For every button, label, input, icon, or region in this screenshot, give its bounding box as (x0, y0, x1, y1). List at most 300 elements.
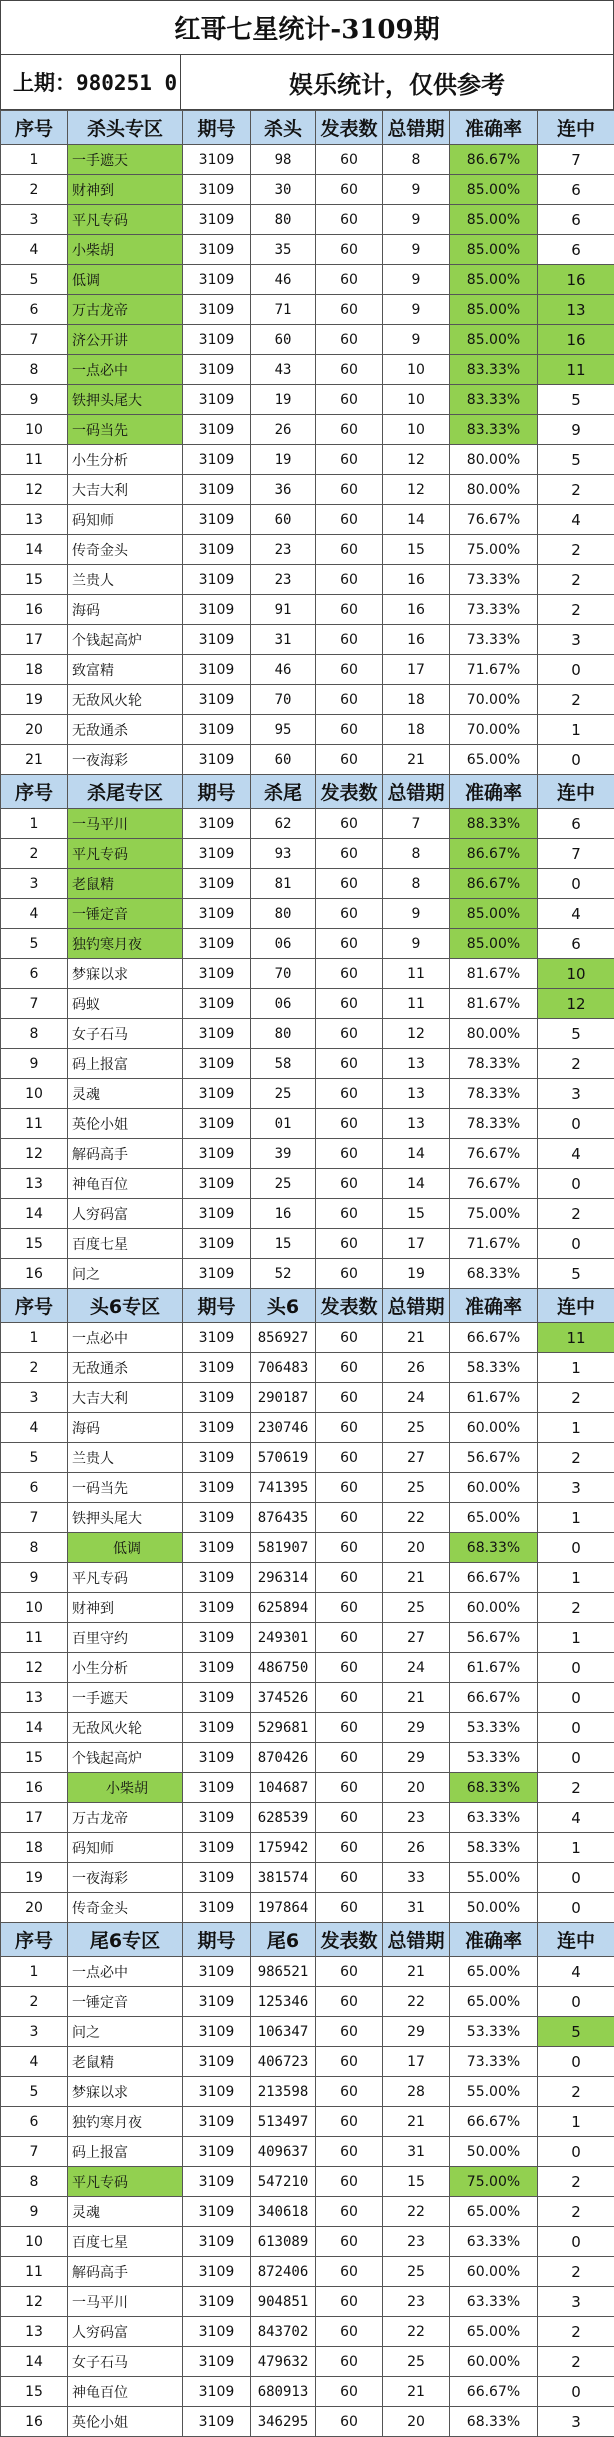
issue-cell: 3109 (183, 445, 251, 475)
issue-cell: 3109 (183, 929, 251, 959)
miss-cell: 21 (383, 1563, 450, 1593)
miss-cell: 29 (383, 1743, 450, 1773)
miss-cell: 13 (383, 1049, 450, 1079)
accuracy-cell: 66.67% (450, 1683, 538, 1713)
accuracy-cell: 55.00% (450, 2077, 538, 2107)
issue-cell: 3109 (183, 1593, 251, 1623)
rank-cell: 9 (1, 1563, 68, 1593)
posts-cell: 60 (316, 1229, 383, 1259)
streak-cell: 5 (538, 2017, 614, 2047)
accuracy-cell: 60.00% (450, 1413, 538, 1443)
miss-cell: 16 (383, 595, 450, 625)
rank-cell: 21 (1, 745, 68, 775)
issue-cell: 3109 (183, 1563, 251, 1593)
posts-cell: 60 (316, 1623, 383, 1653)
issue-cell: 3109 (183, 869, 251, 899)
accuracy-cell: 70.00% (450, 685, 538, 715)
name-cell: 百度七星 (68, 2227, 183, 2257)
rank-cell: 4 (1, 1413, 68, 1443)
kill-head-row (1, 235, 614, 265)
kill-tail-row (1, 1139, 614, 1169)
streak-cell: 2 (538, 595, 614, 625)
miss-cell: 23 (383, 2227, 450, 2257)
value-cell: 26 (251, 415, 316, 445)
value-cell: 876435 (251, 1503, 316, 1533)
issue-cell: 3109 (183, 505, 251, 535)
value-cell: 06 (251, 929, 316, 959)
rank-cell: 2 (1, 839, 68, 869)
stats-table-body (1, 111, 614, 2437)
value-cell: 58 (251, 1049, 316, 1079)
kill-head-row (1, 475, 614, 505)
accuracy-cell: 85.00% (450, 205, 538, 235)
name-cell: 小生分析 (68, 445, 183, 475)
rank-cell: 7 (1, 989, 68, 1019)
miss-cell: 10 (383, 385, 450, 415)
streak-cell: 1 (538, 1503, 614, 1533)
name-cell: 一点必中 (68, 355, 183, 385)
rank-cell: 2 (1, 1353, 68, 1383)
posts-cell: 60 (316, 685, 383, 715)
posts-cell: 60 (316, 655, 383, 685)
accuracy-cell: 86.67% (450, 869, 538, 899)
streak-cell: 9 (538, 415, 614, 445)
info-row (0, 55, 614, 110)
accuracy-cell: 63.33% (450, 2227, 538, 2257)
streak-cell: 0 (538, 2227, 614, 2257)
streak-cell: 2 (538, 2317, 614, 2347)
miss-cell: 19 (383, 1259, 450, 1289)
accuracy-cell: 63.33% (450, 1803, 538, 1833)
head6-row (1, 1743, 614, 1773)
accuracy-cell: 68.33% (450, 1259, 538, 1289)
rank-cell: 1 (1, 809, 68, 839)
streak-cell: 2 (538, 2347, 614, 2377)
accuracy-cell: 65.00% (450, 2317, 538, 2347)
miss-cell: 14 (383, 1139, 450, 1169)
accuracy-cell: 66.67% (450, 2107, 538, 2137)
tail6-row (1, 2137, 614, 2167)
name-cell: 百里守约 (68, 1623, 183, 1653)
head6-row (1, 1353, 614, 1383)
streak-cell: 1 (538, 1413, 614, 1443)
accuracy-cell: 68.33% (450, 1533, 538, 1563)
issue-cell: 3109 (183, 1199, 251, 1229)
rank-cell: 10 (1, 1593, 68, 1623)
value-cell: 706483 (251, 1353, 316, 1383)
rank-cell: 16 (1, 1259, 68, 1289)
streak-cell: 12 (538, 989, 614, 1019)
name-cell: 女子石马 (68, 2347, 183, 2377)
posts-cell: 60 (316, 2317, 383, 2347)
value-cell: 19 (251, 385, 316, 415)
issue-cell: 3109 (183, 1893, 251, 1923)
rank-cell: 11 (1, 2257, 68, 2287)
posts-cell: 60 (316, 415, 383, 445)
streak-cell: 2 (538, 475, 614, 505)
kill-tail-row (1, 809, 614, 839)
accuracy-cell: 56.67% (450, 1623, 538, 1653)
rank-cell: 6 (1, 959, 68, 989)
miss-cell: 16 (383, 625, 450, 655)
rank-cell: 15 (1, 1229, 68, 1259)
name-cell: 铁押头尾大 (68, 1503, 183, 1533)
value-cell: 30 (251, 175, 316, 205)
rank-cell: 7 (1, 325, 68, 355)
miss-cell: 24 (383, 1653, 450, 1683)
rank-cell: 5 (1, 929, 68, 959)
issue-cell: 3109 (183, 535, 251, 565)
rank-cell: 3 (1, 869, 68, 899)
rank-cell: 5 (1, 1443, 68, 1473)
miss-cell: 7 (383, 809, 450, 839)
head6-header-row (1, 1289, 614, 1323)
rank-cell: 4 (1, 2047, 68, 2077)
value-cell: 904851 (251, 2287, 316, 2317)
streak-cell: 0 (538, 1109, 614, 1139)
accuracy-cell: 78.33% (450, 1109, 538, 1139)
rank-cell: 10 (1, 415, 68, 445)
value-cell: 513497 (251, 2107, 316, 2137)
posts-cell: 60 (316, 2227, 383, 2257)
posts-cell: 60 (316, 1473, 383, 1503)
head6-row (1, 1863, 614, 1893)
posts-cell: 60 (316, 745, 383, 775)
miss-cell: 28 (383, 2077, 450, 2107)
posts-cell: 60 (316, 1683, 383, 1713)
name-cell: 码上报富 (68, 1049, 183, 1079)
streak-cell: 3 (538, 2407, 614, 2437)
kill-tail-header-cell: 总错期 (383, 775, 450, 809)
accuracy-cell: 60.00% (450, 1473, 538, 1503)
streak-cell: 6 (538, 235, 614, 265)
accuracy-cell: 58.33% (450, 1353, 538, 1383)
kill-tail-row (1, 1049, 614, 1079)
kill-head-row (1, 295, 614, 325)
tail6-header-cell: 尾6专区 (68, 1923, 183, 1957)
posts-cell: 60 (316, 899, 383, 929)
streak-cell: 2 (538, 565, 614, 595)
kill-tail-row (1, 1259, 614, 1289)
streak-cell: 10 (538, 959, 614, 989)
issue-cell: 3109 (183, 385, 251, 415)
issue-cell: 3109 (183, 415, 251, 445)
rank-cell: 12 (1, 475, 68, 505)
value-cell: 479632 (251, 2347, 316, 2377)
posts-cell: 60 (316, 1773, 383, 1803)
value-cell: 23 (251, 535, 316, 565)
streak-cell: 3 (538, 1473, 614, 1503)
value-cell: 249301 (251, 1623, 316, 1653)
rank-cell: 20 (1, 715, 68, 745)
posts-cell: 60 (316, 295, 383, 325)
issue-cell: 3109 (183, 1019, 251, 1049)
issue-cell: 3109 (183, 2047, 251, 2077)
rank-cell: 12 (1, 1139, 68, 1169)
accuracy-cell: 65.00% (450, 1957, 538, 1987)
streak-cell: 0 (538, 1743, 614, 1773)
miss-cell: 17 (383, 2047, 450, 2077)
issue-cell: 3109 (183, 1169, 251, 1199)
issue-cell: 3109 (183, 2167, 251, 2197)
value-cell: 843702 (251, 2317, 316, 2347)
head6-row (1, 1443, 614, 1473)
kill-head-row (1, 385, 614, 415)
posts-cell: 60 (316, 2137, 383, 2167)
posts-cell: 60 (316, 1803, 383, 1833)
value-cell: 175942 (251, 1833, 316, 1863)
tail6-row (1, 2077, 614, 2107)
rank-cell: 16 (1, 1773, 68, 1803)
name-cell: 无敌风火轮 (68, 685, 183, 715)
name-cell: 海码 (68, 1413, 183, 1443)
kill-tail-header-cell: 序号 (1, 775, 68, 809)
name-cell: 一夜海彩 (68, 1863, 183, 1893)
accuracy-cell: 63.33% (450, 2287, 538, 2317)
miss-cell: 12 (383, 475, 450, 505)
streak-cell: 1 (538, 1623, 614, 1653)
rank-cell: 3 (1, 1383, 68, 1413)
value-cell: 381574 (251, 1863, 316, 1893)
miss-cell: 17 (383, 1229, 450, 1259)
value-cell: 39 (251, 1139, 316, 1169)
name-cell: 女子石马 (68, 1019, 183, 1049)
issue-cell: 3109 (183, 1863, 251, 1893)
rank-cell: 4 (1, 899, 68, 929)
head6-row (1, 1623, 614, 1653)
name-cell: 神龟百位 (68, 1169, 183, 1199)
issue-cell: 3109 (183, 205, 251, 235)
accuracy-cell: 83.33% (450, 415, 538, 445)
name-cell: 码知师 (68, 1833, 183, 1863)
streak-cell: 2 (538, 1443, 614, 1473)
value-cell: 36 (251, 475, 316, 505)
miss-cell: 20 (383, 1773, 450, 1803)
name-cell: 一夜海彩 (68, 745, 183, 775)
miss-cell: 12 (383, 445, 450, 475)
posts-cell: 60 (316, 1049, 383, 1079)
rank-cell: 11 (1, 445, 68, 475)
accuracy-cell: 68.33% (450, 1773, 538, 1803)
head6-row (1, 1893, 614, 1923)
kill-head-header-cell: 序号 (1, 111, 68, 145)
streak-cell: 0 (538, 1653, 614, 1683)
rank-cell: 6 (1, 2107, 68, 2137)
tail6-row (1, 2107, 614, 2137)
value-cell: 340618 (251, 2197, 316, 2227)
value-cell: 104687 (251, 1773, 316, 1803)
tail6-row (1, 2017, 614, 2047)
accuracy-cell: 73.33% (450, 625, 538, 655)
miss-cell: 9 (383, 205, 450, 235)
posts-cell: 60 (316, 929, 383, 959)
issue-cell: 3109 (183, 1743, 251, 1773)
miss-cell: 9 (383, 175, 450, 205)
name-cell: 一点必中 (68, 1957, 183, 1987)
streak-cell: 2 (538, 685, 614, 715)
miss-cell: 25 (383, 2257, 450, 2287)
posts-cell: 60 (316, 205, 383, 235)
accuracy-cell: 86.67% (450, 839, 538, 869)
streak-cell: 2 (538, 535, 614, 565)
rank-cell: 9 (1, 385, 68, 415)
issue-cell: 3109 (183, 1803, 251, 1833)
posts-cell: 60 (316, 2047, 383, 2077)
tail6-row (1, 1987, 614, 2017)
value-cell: 570619 (251, 1443, 316, 1473)
posts-cell: 60 (316, 355, 383, 385)
kill-head-row (1, 745, 614, 775)
streak-cell: 1 (538, 1353, 614, 1383)
posts-cell: 60 (316, 1383, 383, 1413)
streak-cell: 0 (538, 869, 614, 899)
posts-cell: 60 (316, 2107, 383, 2137)
issue-cell: 3109 (183, 2407, 251, 2437)
miss-cell: 29 (383, 2017, 450, 2047)
rank-cell: 13 (1, 2317, 68, 2347)
miss-cell: 8 (383, 839, 450, 869)
kill-tail-row (1, 929, 614, 959)
name-cell: 一马平川 (68, 809, 183, 839)
value-cell: 43 (251, 355, 316, 385)
miss-cell: 14 (383, 1169, 450, 1199)
accuracy-cell: 61.67% (450, 1383, 538, 1413)
head6-header-cell: 发表数 (316, 1289, 383, 1323)
value-cell: 91 (251, 595, 316, 625)
issue-cell: 3109 (183, 1683, 251, 1713)
head6-row (1, 1323, 614, 1353)
miss-cell: 25 (383, 1473, 450, 1503)
posts-cell: 60 (316, 1653, 383, 1683)
value-cell: 870426 (251, 1743, 316, 1773)
kill-head-row (1, 625, 614, 655)
name-cell: 老鼠精 (68, 869, 183, 899)
value-cell: 93 (251, 839, 316, 869)
posts-cell: 60 (316, 2257, 383, 2287)
kill-head-row (1, 655, 614, 685)
miss-cell: 12 (383, 1019, 450, 1049)
kill-head-header-cell: 准确率 (450, 111, 538, 145)
tail6-header-cell: 发表数 (316, 1923, 383, 1957)
posts-cell: 60 (316, 265, 383, 295)
kill-head-header-cell: 期号 (183, 111, 251, 145)
posts-cell: 60 (316, 1987, 383, 2017)
name-cell: 济公开讲 (68, 325, 183, 355)
posts-cell: 60 (316, 989, 383, 1019)
stats-table (0, 110, 614, 2437)
issue-cell: 3109 (183, 265, 251, 295)
tail6-row (1, 2167, 614, 2197)
value-cell: 197864 (251, 1893, 316, 1923)
name-cell: 一码当先 (68, 1473, 183, 1503)
kill-head-row (1, 535, 614, 565)
name-cell: 大吉大利 (68, 1383, 183, 1413)
streak-cell: 16 (538, 325, 614, 355)
streak-cell: 2 (538, 2197, 614, 2227)
kill-tail-header-cell: 发表数 (316, 775, 383, 809)
name-cell: 一点必中 (68, 1323, 183, 1353)
name-cell: 个钱起高炉 (68, 625, 183, 655)
miss-cell: 25 (383, 1593, 450, 1623)
accuracy-cell: 71.67% (450, 655, 538, 685)
streak-cell: 2 (538, 1199, 614, 1229)
rank-cell: 1 (1, 145, 68, 175)
head6-header-cell: 期号 (183, 1289, 251, 1323)
kill-head-row (1, 595, 614, 625)
accuracy-cell: 70.00% (450, 715, 538, 745)
posts-cell: 60 (316, 2077, 383, 2107)
tail6-row (1, 2377, 614, 2407)
issue-cell: 3109 (183, 565, 251, 595)
accuracy-cell: 75.00% (450, 1199, 538, 1229)
accuracy-cell: 58.33% (450, 1833, 538, 1863)
issue-cell: 3109 (183, 989, 251, 1019)
miss-cell: 27 (383, 1443, 450, 1473)
posts-cell: 60 (316, 145, 383, 175)
posts-cell: 60 (316, 839, 383, 869)
issue-cell: 3109 (183, 1503, 251, 1533)
value-cell: 71 (251, 295, 316, 325)
posts-cell: 60 (316, 595, 383, 625)
name-cell: 英伦小姐 (68, 1109, 183, 1139)
tail6-header-row (1, 1923, 614, 1957)
tail6-header-cell: 准确率 (450, 1923, 538, 1957)
accuracy-cell: 65.00% (450, 1987, 538, 2017)
issue-cell: 3109 (183, 355, 251, 385)
last-issue-label: 上期：980251 0 (1, 55, 181, 109)
streak-cell: 6 (538, 809, 614, 839)
page-title: 红哥七星统计-3109期 (0, 0, 614, 55)
tail6-row (1, 2347, 614, 2377)
accuracy-cell: 75.00% (450, 2167, 538, 2197)
issue-cell: 3109 (183, 1773, 251, 1803)
accuracy-cell: 55.00% (450, 1863, 538, 1893)
value-cell: 547210 (251, 2167, 316, 2197)
name-cell: 问之 (68, 1259, 183, 1289)
posts-cell: 60 (316, 2287, 383, 2317)
posts-cell: 60 (316, 1019, 383, 1049)
streak-cell: 0 (538, 1893, 614, 1923)
name-cell: 一手遮天 (68, 1683, 183, 1713)
name-cell: 兰贵人 (68, 1443, 183, 1473)
name-cell: 解码高手 (68, 2257, 183, 2287)
tail6-row (1, 1957, 614, 1987)
kill-tail-header-row (1, 775, 614, 809)
rank-cell: 11 (1, 1623, 68, 1653)
accuracy-cell: 76.67% (450, 1169, 538, 1199)
value-cell: 290187 (251, 1383, 316, 1413)
issue-cell: 3109 (183, 2107, 251, 2137)
head6-header-cell: 准确率 (450, 1289, 538, 1323)
accuracy-cell: 85.00% (450, 175, 538, 205)
value-cell: 80 (251, 1019, 316, 1049)
posts-cell: 60 (316, 1139, 383, 1169)
streak-cell: 5 (538, 385, 614, 415)
head6-row (1, 1383, 614, 1413)
kill-head-row (1, 565, 614, 595)
value-cell: 409637 (251, 2137, 316, 2167)
miss-cell: 17 (383, 655, 450, 685)
streak-cell: 7 (538, 839, 614, 869)
value-cell: 80 (251, 205, 316, 235)
name-cell: 神龟百位 (68, 2377, 183, 2407)
name-cell: 老鼠精 (68, 2047, 183, 2077)
name-cell: 英伦小姐 (68, 2407, 183, 2437)
value-cell: 296314 (251, 1563, 316, 1593)
head6-header-cell: 头6 (251, 1289, 316, 1323)
streak-cell: 4 (538, 505, 614, 535)
accuracy-cell: 85.00% (450, 235, 538, 265)
